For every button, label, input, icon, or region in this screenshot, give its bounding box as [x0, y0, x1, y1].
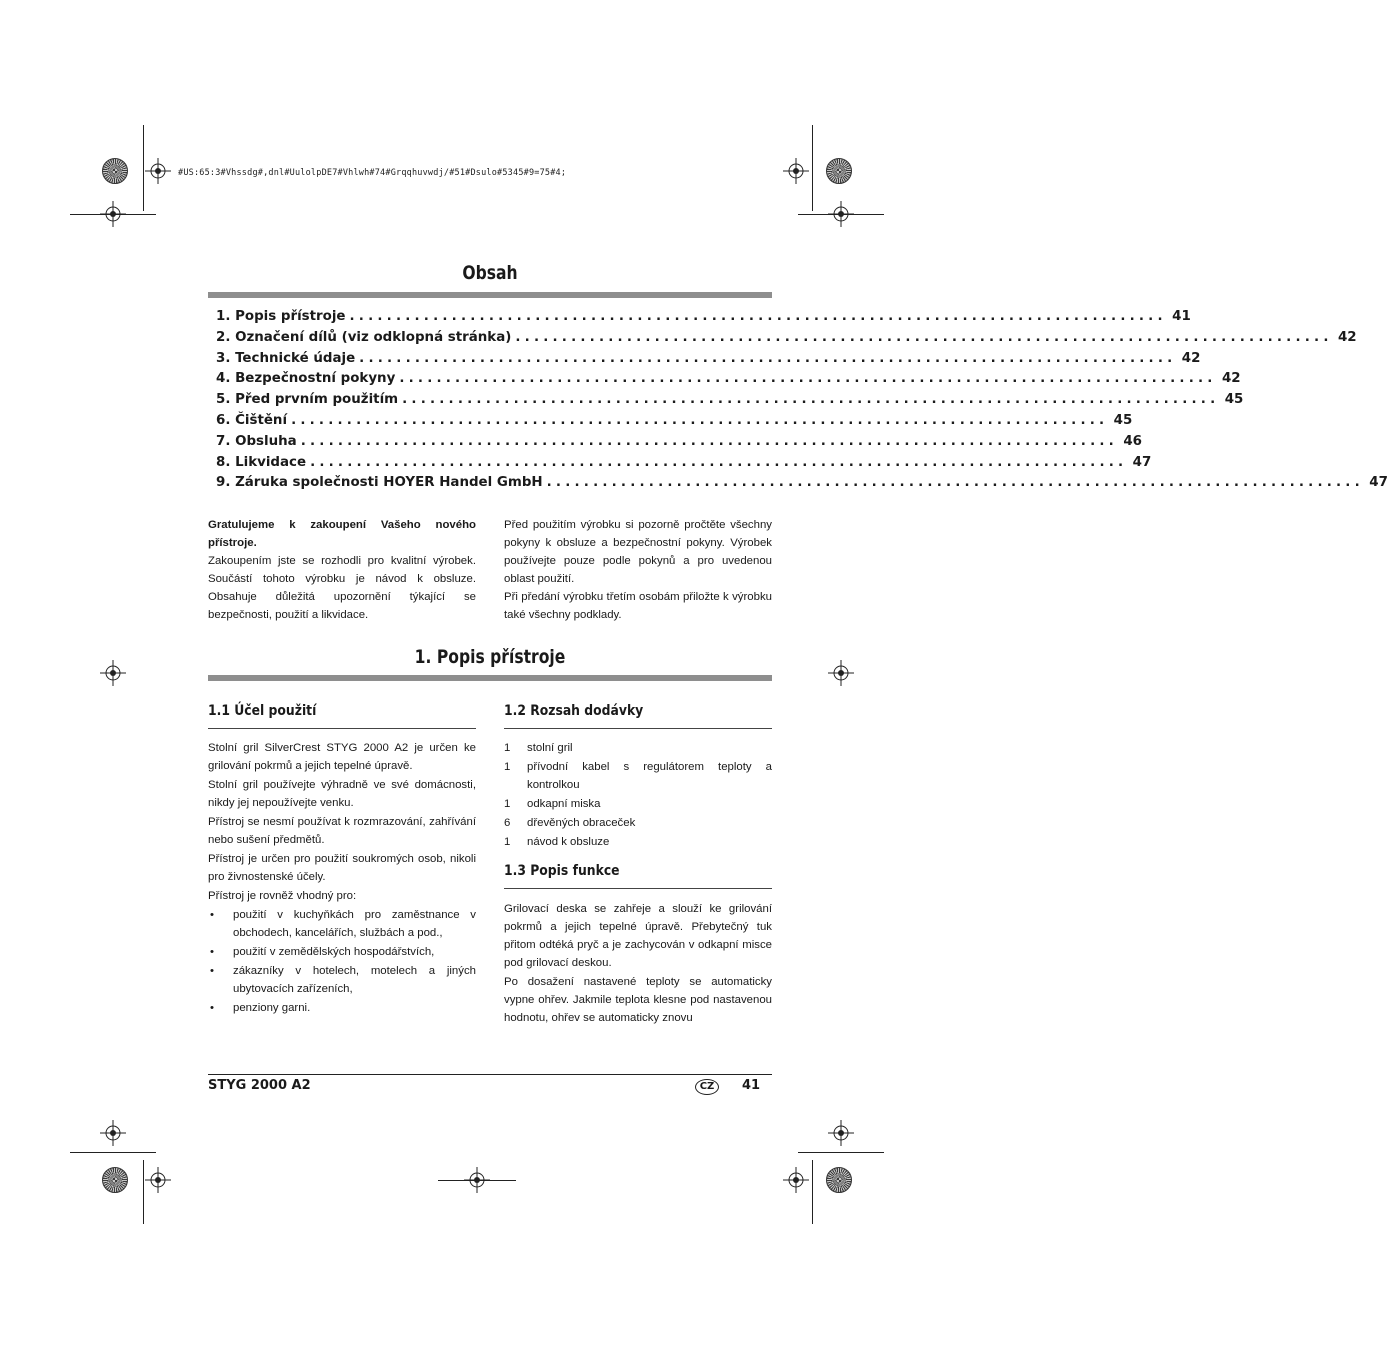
registration-cross-icon: [828, 1120, 854, 1146]
crop-mark: [798, 1152, 884, 1153]
paragraph: Stolní gril SilverCrest STYG 2000 A2 je určen ke grilování pokrmů a jejich tepelné úpravě.: [208, 742, 476, 772]
intro-text: Zakoupením jste se rozhodli pro kvalitní výrobek. Součástí tohoto výrobku je návod k obsluze. Obsahuje důležitá upozornění týkající se bezpečnosti, použití a likvidace.: [208, 555, 476, 621]
subsection-title-1-2: 1.2 Rozsah dodávky: [504, 703, 644, 719]
registration-wheel-icon: [102, 158, 128, 184]
subsection-1-1-body: [208, 739, 476, 1017]
registration-wheel-icon: [102, 1167, 128, 1193]
section-title-bar: [208, 675, 772, 681]
subsection-1-3-body: [504, 900, 772, 1027]
subsection-rule: [504, 888, 772, 889]
footer-rule: [208, 1074, 772, 1075]
toc-entry[interactable]: 7. Obsluha ........................................................................................ 46: [216, 433, 1142, 449]
toc-entry[interactable]: 2. Označení dílů (viz odklopná stránka) ........................................................................................ 42: [216, 329, 1357, 345]
toc-entry[interactable]: 5. Před prvním použitím ........................................................................................ 45: [216, 392, 1244, 408]
crop-mark: [143, 1160, 144, 1224]
registration-cross-icon: [783, 1167, 809, 1193]
registration-cross-icon: [100, 201, 126, 227]
bullet-item: • zákazníky v hotelech, motelech a jiných ubytovacích zařízeních,: [210, 965, 476, 995]
list-item: 1 stolní gril: [504, 742, 573, 754]
list-item: 6 dřevěných obraceček: [504, 817, 636, 829]
toc-entry[interactable]: 4. Bezpečnostní pokyny ........................................................................................ 42: [216, 371, 1241, 387]
toc-entry[interactable]: 9. Záruka společnosti HOYER Handel GmbH ........................................................................................ 47: [216, 475, 1388, 491]
registration-cross-icon: [100, 660, 126, 686]
bullet-item: • použití v kuchyňkách pro zaměstnance v obchodech, kancelářích, službách a pod.,: [210, 909, 476, 939]
intro-paragraph: Při předání výrobku třetím osobám přiložte k výrobku také všechny podklady.: [504, 591, 772, 621]
list-item: 1 návod k obsluze: [504, 836, 610, 848]
crop-mark: [812, 1160, 813, 1224]
page-number: 41: [742, 1078, 761, 1093]
subsection-title-1-1: 1.1 Účel použití: [208, 703, 317, 719]
subsection-rule: [504, 728, 772, 729]
paragraph: Po dosažení nastavené teploty se automaticky vypne ohřev. Jakmile teplota klesne pod nastavenou hodnotu, ohřev se automaticky znovu: [504, 976, 772, 1024]
toc-entry[interactable]: 3. Technické údaje ........................................................................................ 42: [216, 350, 1201, 366]
bullet-item: • použití v zemědělských hospodářstvích,: [210, 946, 435, 958]
paragraph: Přístroj je rovněž vhodný pro:: [208, 890, 357, 902]
registration-wheel-icon: [826, 158, 852, 184]
crop-mark: [812, 125, 813, 211]
table-of-contents: [216, 309, 1388, 496]
intro-paragraph: Před použitím výrobku si pozorně pročtěte všechny pokyny k obsluze a bezpečnostní pokyny. Výrobek používejte pouze podle pokynů a pro uvedenou oblast použití.: [504, 519, 772, 585]
list-item: 1 odkapní miska: [504, 798, 601, 810]
registration-cross-icon: [145, 1167, 171, 1193]
toc-entry[interactable]: 8. Likvidace ........................................................................................ 47: [216, 454, 1152, 470]
section-title: 1. Popis přístroje: [414, 646, 566, 668]
toc-entry[interactable]: 6. Čištění ........................................................................................ 45: [216, 412, 1133, 428]
crop-mark: [438, 1180, 516, 1181]
registration-cross-icon: [100, 1120, 126, 1146]
subsection-title-1-3: 1.3 Popis funkce: [504, 863, 620, 879]
intro-left-column: [208, 516, 476, 624]
paragraph: Stolní gril používejte výhradně ve své domácnosti, nikdy jej nepoužívejte venku.: [208, 779, 476, 809]
toc-entry[interactable]: 1. Popis přístroje ........................................................................................ 41: [216, 309, 1191, 324]
registration-cross-icon: [145, 158, 171, 184]
list-item: 1 přívodní kabel s regulátorem teploty a kontrolkou: [504, 761, 772, 791]
toc-title: Obsah: [462, 262, 518, 284]
print-job-code: #US:65:3#Vhssdg#,dnl#UulolpDE7#Vhlwh#74#Grqqhuvwdj/#51#Dsulo#5345#9=75#4;: [178, 168, 567, 178]
registration-cross-icon: [828, 660, 854, 686]
subsection-rule: [208, 728, 476, 729]
crop-mark: [70, 1152, 156, 1153]
crop-mark: [143, 125, 144, 211]
toc-title-bar: [208, 292, 772, 298]
paragraph: Přístroj je určen pro použití soukromých osob, nikoli pro živnostenské účely.: [208, 853, 476, 883]
registration-cross-icon: [783, 158, 809, 184]
registration-cross-icon: [828, 201, 854, 227]
paragraph: Grilovací deska se zahřeje a slouží ke grilování pokrmů a jejich tepelné úpravě. Přebytečný tuk přitom odtéká pryč a je zachycován v odkapní misce pod grilovací deskou.: [504, 903, 772, 969]
intro-heading: Gratulujeme k zakoupení Vašeho nového přístroje.: [208, 519, 476, 549]
language-badge: CZ: [695, 1079, 719, 1095]
footer-model: STYG 2000 A2: [208, 1078, 311, 1093]
registration-wheel-icon: [826, 1167, 852, 1193]
intro-right-column: [504, 516, 772, 624]
paragraph: Přístroj se nesmí používat k rozmrazování, zahřívání nebo sušení předmětů.: [208, 816, 476, 846]
bullet-item: • penziony garni.: [210, 1002, 311, 1014]
delivery-list: [504, 739, 772, 851]
